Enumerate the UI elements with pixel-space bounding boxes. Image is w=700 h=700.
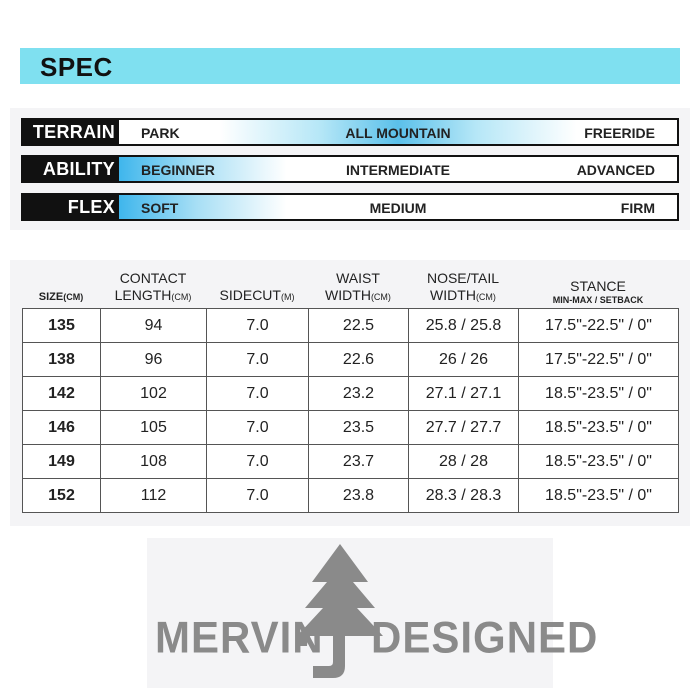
cell-nose-tail-width: 26 / 26 [409,343,519,377]
cell-sidecut: 7.0 [207,343,309,377]
cell-size: 142 [23,377,101,411]
flex-option-soft: SOFT [141,200,179,216]
terrain-rating [21,118,679,146]
cell-contact-length: 96 [101,343,207,377]
header-nose-tail-width [408,268,518,306]
cell-stance: 17.5"-22.5" / 0" [519,343,679,377]
cell-size: 138 [23,343,101,377]
header-waist-width [308,268,408,306]
header-waist-unit: (CM) [370,292,391,302]
cell-contact-length: 112 [101,479,207,513]
header-nose-unit: (CM) [475,292,496,302]
ability-bar [119,157,677,181]
terrain-bar [119,120,677,144]
table-row [23,343,679,377]
spec-header [20,48,680,84]
table-row [23,377,679,411]
spec-title: SPEC [40,52,113,82]
terrain-option-all-mountain: ALL MOUNTAIN [345,125,451,141]
cell-nose-tail-width: 28.3 / 28.3 [409,479,519,513]
header-waist-line2: WIDTH [325,287,371,303]
header-nose-line2: WIDTH [430,287,476,303]
ability-option-intermediate: INTERMEDIATE [346,162,450,178]
header-stance [518,268,678,306]
cell-stance: 18.5"-23.5" / 0" [519,445,679,479]
cell-nose-tail-width: 27.7 / 27.7 [409,411,519,445]
cell-stance: 17.5"-22.5" / 0" [519,309,679,343]
cell-contact-length: 102 [101,377,207,411]
header-contact-length [100,268,206,306]
table-row [23,479,679,513]
flex-label: FLEX [23,195,119,219]
header-sidecut-unit: (M) [280,292,295,302]
cell-sidecut: 7.0 [207,377,309,411]
header-stance-line1: STANCE [570,278,626,294]
table-row [23,445,679,479]
cell-waist-width: 23.2 [309,377,409,411]
flex-rating [21,193,679,221]
cell-size: 146 [23,411,101,445]
table-row [23,309,679,343]
cell-size: 135 [23,309,101,343]
terrain-option-park: PARK [141,125,180,141]
header-contact-line1: CONTACT [119,270,187,286]
cell-size: 152 [23,479,101,513]
ability-option-beginner: BEGINNER [141,162,215,178]
header-nose-line1: NOSE/TAIL [426,270,500,286]
cell-nose-tail-width: 28 / 28 [409,445,519,479]
cell-sidecut: 7.0 [207,411,309,445]
flex-bar [119,195,677,219]
header-stance-sub: MIN-MAX / SETBACK [552,295,644,305]
cell-waist-width: 23.8 [309,479,409,513]
cell-waist-width: 23.5 [309,411,409,445]
header-sidecut [206,268,308,306]
header-contact-line2: LENGTH [114,287,172,303]
flex-option-firm: FIRM [620,200,655,216]
table-row [23,411,679,445]
cell-size: 149 [23,445,101,479]
header-sidecut-main: SIDECUT [219,287,281,303]
spec-table [22,308,679,513]
header-size-main: SIZE [38,291,64,303]
header-size-unit: (CM) [63,292,84,302]
ability-option-advanced: ADVANCED [576,162,655,178]
cell-stance: 18.5"-23.5" / 0" [519,377,679,411]
cell-contact-length: 108 [101,445,207,479]
cell-waist-width: 22.5 [309,309,409,343]
logo-word-designed: DESIGNED [371,612,599,663]
cell-contact-length: 105 [101,411,207,445]
ability-label: ABILITY [23,157,119,181]
header-contact-unit: (CM) [171,292,192,302]
cell-nose-tail-width: 27.1 / 27.1 [409,377,519,411]
cell-contact-length: 94 [101,309,207,343]
terrain-label: TERRAIN [23,120,119,144]
header-size [22,268,100,306]
cell-stance: 18.5"-23.5" / 0" [519,479,679,513]
ability-rating [21,155,679,183]
terrain-option-freeride: FREERIDE [584,125,655,141]
cell-stance: 18.5"-23.5" / 0" [519,411,679,445]
cell-waist-width: 22.6 [309,343,409,377]
header-waist-line1: WAIST [336,270,380,286]
cell-sidecut: 7.0 [207,445,309,479]
cell-nose-tail-width: 25.8 / 25.8 [409,309,519,343]
mervin-designed-logo [147,538,599,688]
cell-sidecut: 7.0 [207,479,309,513]
cell-waist-width: 23.7 [309,445,409,479]
cell-sidecut: 7.0 [207,309,309,343]
flex-option-medium: MEDIUM [369,200,427,216]
logo-word-mervin: MERVIN [155,612,324,663]
